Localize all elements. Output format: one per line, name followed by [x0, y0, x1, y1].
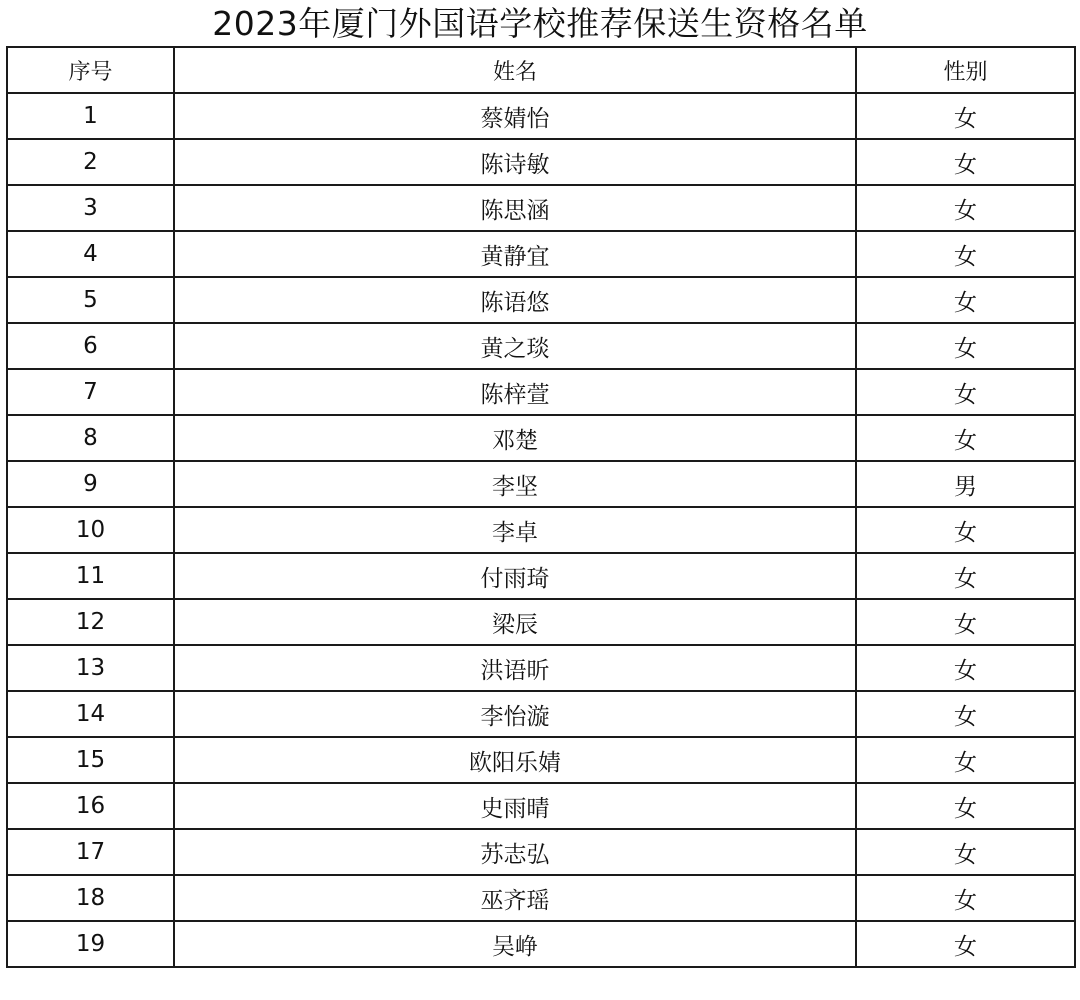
- cell-no: 14: [7, 691, 174, 737]
- table-header-row: [7, 47, 1075, 93]
- cell-name: 李坚: [174, 461, 856, 507]
- cell-gender: 女: [856, 599, 1075, 645]
- cell-name: 付雨琦: [174, 553, 856, 599]
- cell-no: 13: [7, 645, 174, 691]
- cell-name: 梁辰: [174, 599, 856, 645]
- cell-name: 洪语昕: [174, 645, 856, 691]
- cell-no: 3: [7, 185, 174, 231]
- cell-no: 17: [7, 829, 174, 875]
- cell-no: 9: [7, 461, 174, 507]
- cell-no: 5: [7, 277, 174, 323]
- cell-gender: 女: [856, 783, 1075, 829]
- cell-no: 4: [7, 231, 174, 277]
- cell-no: 10: [7, 507, 174, 553]
- cell-name: 蔡婧怡: [174, 93, 856, 139]
- cell-no: 19: [7, 921, 174, 967]
- table-row: [7, 645, 1075, 691]
- table-row: [7, 783, 1075, 829]
- table-row: [7, 461, 1075, 507]
- column-header-no: 序号: [7, 47, 174, 93]
- table-row: [7, 691, 1075, 737]
- table-row: [7, 277, 1075, 323]
- cell-gender: 女: [856, 645, 1075, 691]
- cell-gender: 女: [856, 507, 1075, 553]
- cell-no: 7: [7, 369, 174, 415]
- cell-name: 李卓: [174, 507, 856, 553]
- table-row: [7, 553, 1075, 599]
- cell-gender: 女: [856, 829, 1075, 875]
- cell-gender: 女: [856, 231, 1075, 277]
- cell-no: 16: [7, 783, 174, 829]
- table-row: [7, 139, 1075, 185]
- cell-name: 陈梓萱: [174, 369, 856, 415]
- table-row: [7, 921, 1075, 967]
- cell-name: 欧阳乐婧: [174, 737, 856, 783]
- cell-gender: 女: [856, 277, 1075, 323]
- cell-gender: 男: [856, 461, 1075, 507]
- table-row: [7, 369, 1075, 415]
- cell-gender: 女: [856, 139, 1075, 185]
- cell-name: 邓楚: [174, 415, 856, 461]
- page-title: 2023年厦门外国语学校推荐保送生资格名单: [212, 4, 868, 43]
- table-row: [7, 829, 1075, 875]
- cell-name: 史雨晴: [174, 783, 856, 829]
- cell-name: 黄之琰: [174, 323, 856, 369]
- cell-no: 12: [7, 599, 174, 645]
- cell-name: 苏志弘: [174, 829, 856, 875]
- cell-no: 6: [7, 323, 174, 369]
- cell-gender: 女: [856, 415, 1075, 461]
- table-row: [7, 323, 1075, 369]
- table-row: [7, 185, 1075, 231]
- cell-name: 吴峥: [174, 921, 856, 967]
- table-row: [7, 875, 1075, 921]
- table-row: [7, 737, 1075, 783]
- cell-name: 黄静宜: [174, 231, 856, 277]
- cell-name: 陈思涵: [174, 185, 856, 231]
- cell-no: 11: [7, 553, 174, 599]
- cell-gender: 女: [856, 875, 1075, 921]
- cell-gender: 女: [856, 323, 1075, 369]
- cell-gender: 女: [856, 921, 1075, 967]
- table-row: [7, 507, 1075, 553]
- cell-gender: 女: [856, 185, 1075, 231]
- table-body: [7, 93, 1075, 967]
- table-row: [7, 599, 1075, 645]
- table-row: [7, 231, 1075, 277]
- cell-gender: 女: [856, 553, 1075, 599]
- table-row: [7, 415, 1075, 461]
- cell-gender: 女: [856, 737, 1075, 783]
- cell-no: 18: [7, 875, 174, 921]
- cell-no: 15: [7, 737, 174, 783]
- cell-gender: 女: [856, 369, 1075, 415]
- cell-name: 陈诗敏: [174, 139, 856, 185]
- roster-table: [6, 46, 1076, 968]
- table-row: [7, 93, 1075, 139]
- cell-gender: 女: [856, 691, 1075, 737]
- cell-name: 李怡漩: [174, 691, 856, 737]
- cell-no: 2: [7, 139, 174, 185]
- cell-gender: 女: [856, 93, 1075, 139]
- column-header-name: 姓名: [174, 47, 856, 93]
- column-header-gender: 性别: [856, 47, 1075, 93]
- cell-name: 巫齐瑶: [174, 875, 856, 921]
- cell-no: 1: [7, 93, 174, 139]
- cell-name: 陈语悠: [174, 277, 856, 323]
- cell-no: 8: [7, 415, 174, 461]
